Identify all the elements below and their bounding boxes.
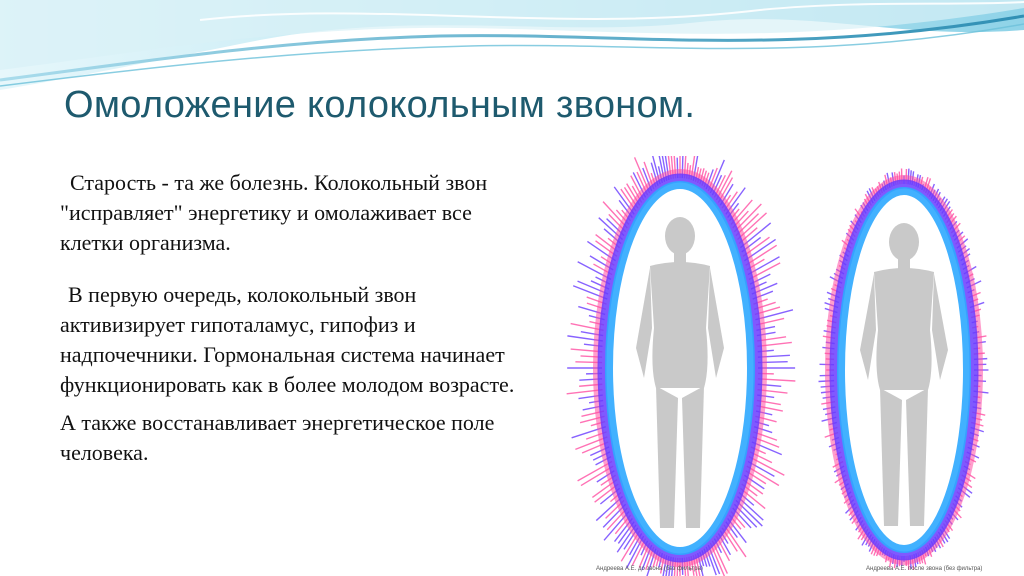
aura-before-image	[567, 156, 796, 576]
decorative-wave-header	[0, 0, 1024, 95]
slide-body	[60, 168, 540, 468]
caption-after: Андреева А.Е. после звона (без фильтра)	[866, 566, 983, 572]
aura-after-image	[819, 168, 989, 569]
paragraph-1: Старость - та же болезнь. Колокольный звон "исправляет" энергетику и омолаживает все клетки организма.	[60, 170, 488, 255]
aura-comparison-image	[548, 156, 1024, 576]
paragraph-3: А также восстанавливает энергетическое поле человека.	[60, 410, 495, 465]
slide-title: Омоложение колокольным звоном.	[64, 84, 696, 126]
paragraph-2: В первую очередь, колокольный звон активизирует гипоталамус, гипофиз и надпочечники. Гормональная система начинает функционировать как в более молодом возрасте.	[60, 282, 515, 397]
caption-before: Андреева А.Е. до звона (без фильтра)	[596, 566, 703, 572]
